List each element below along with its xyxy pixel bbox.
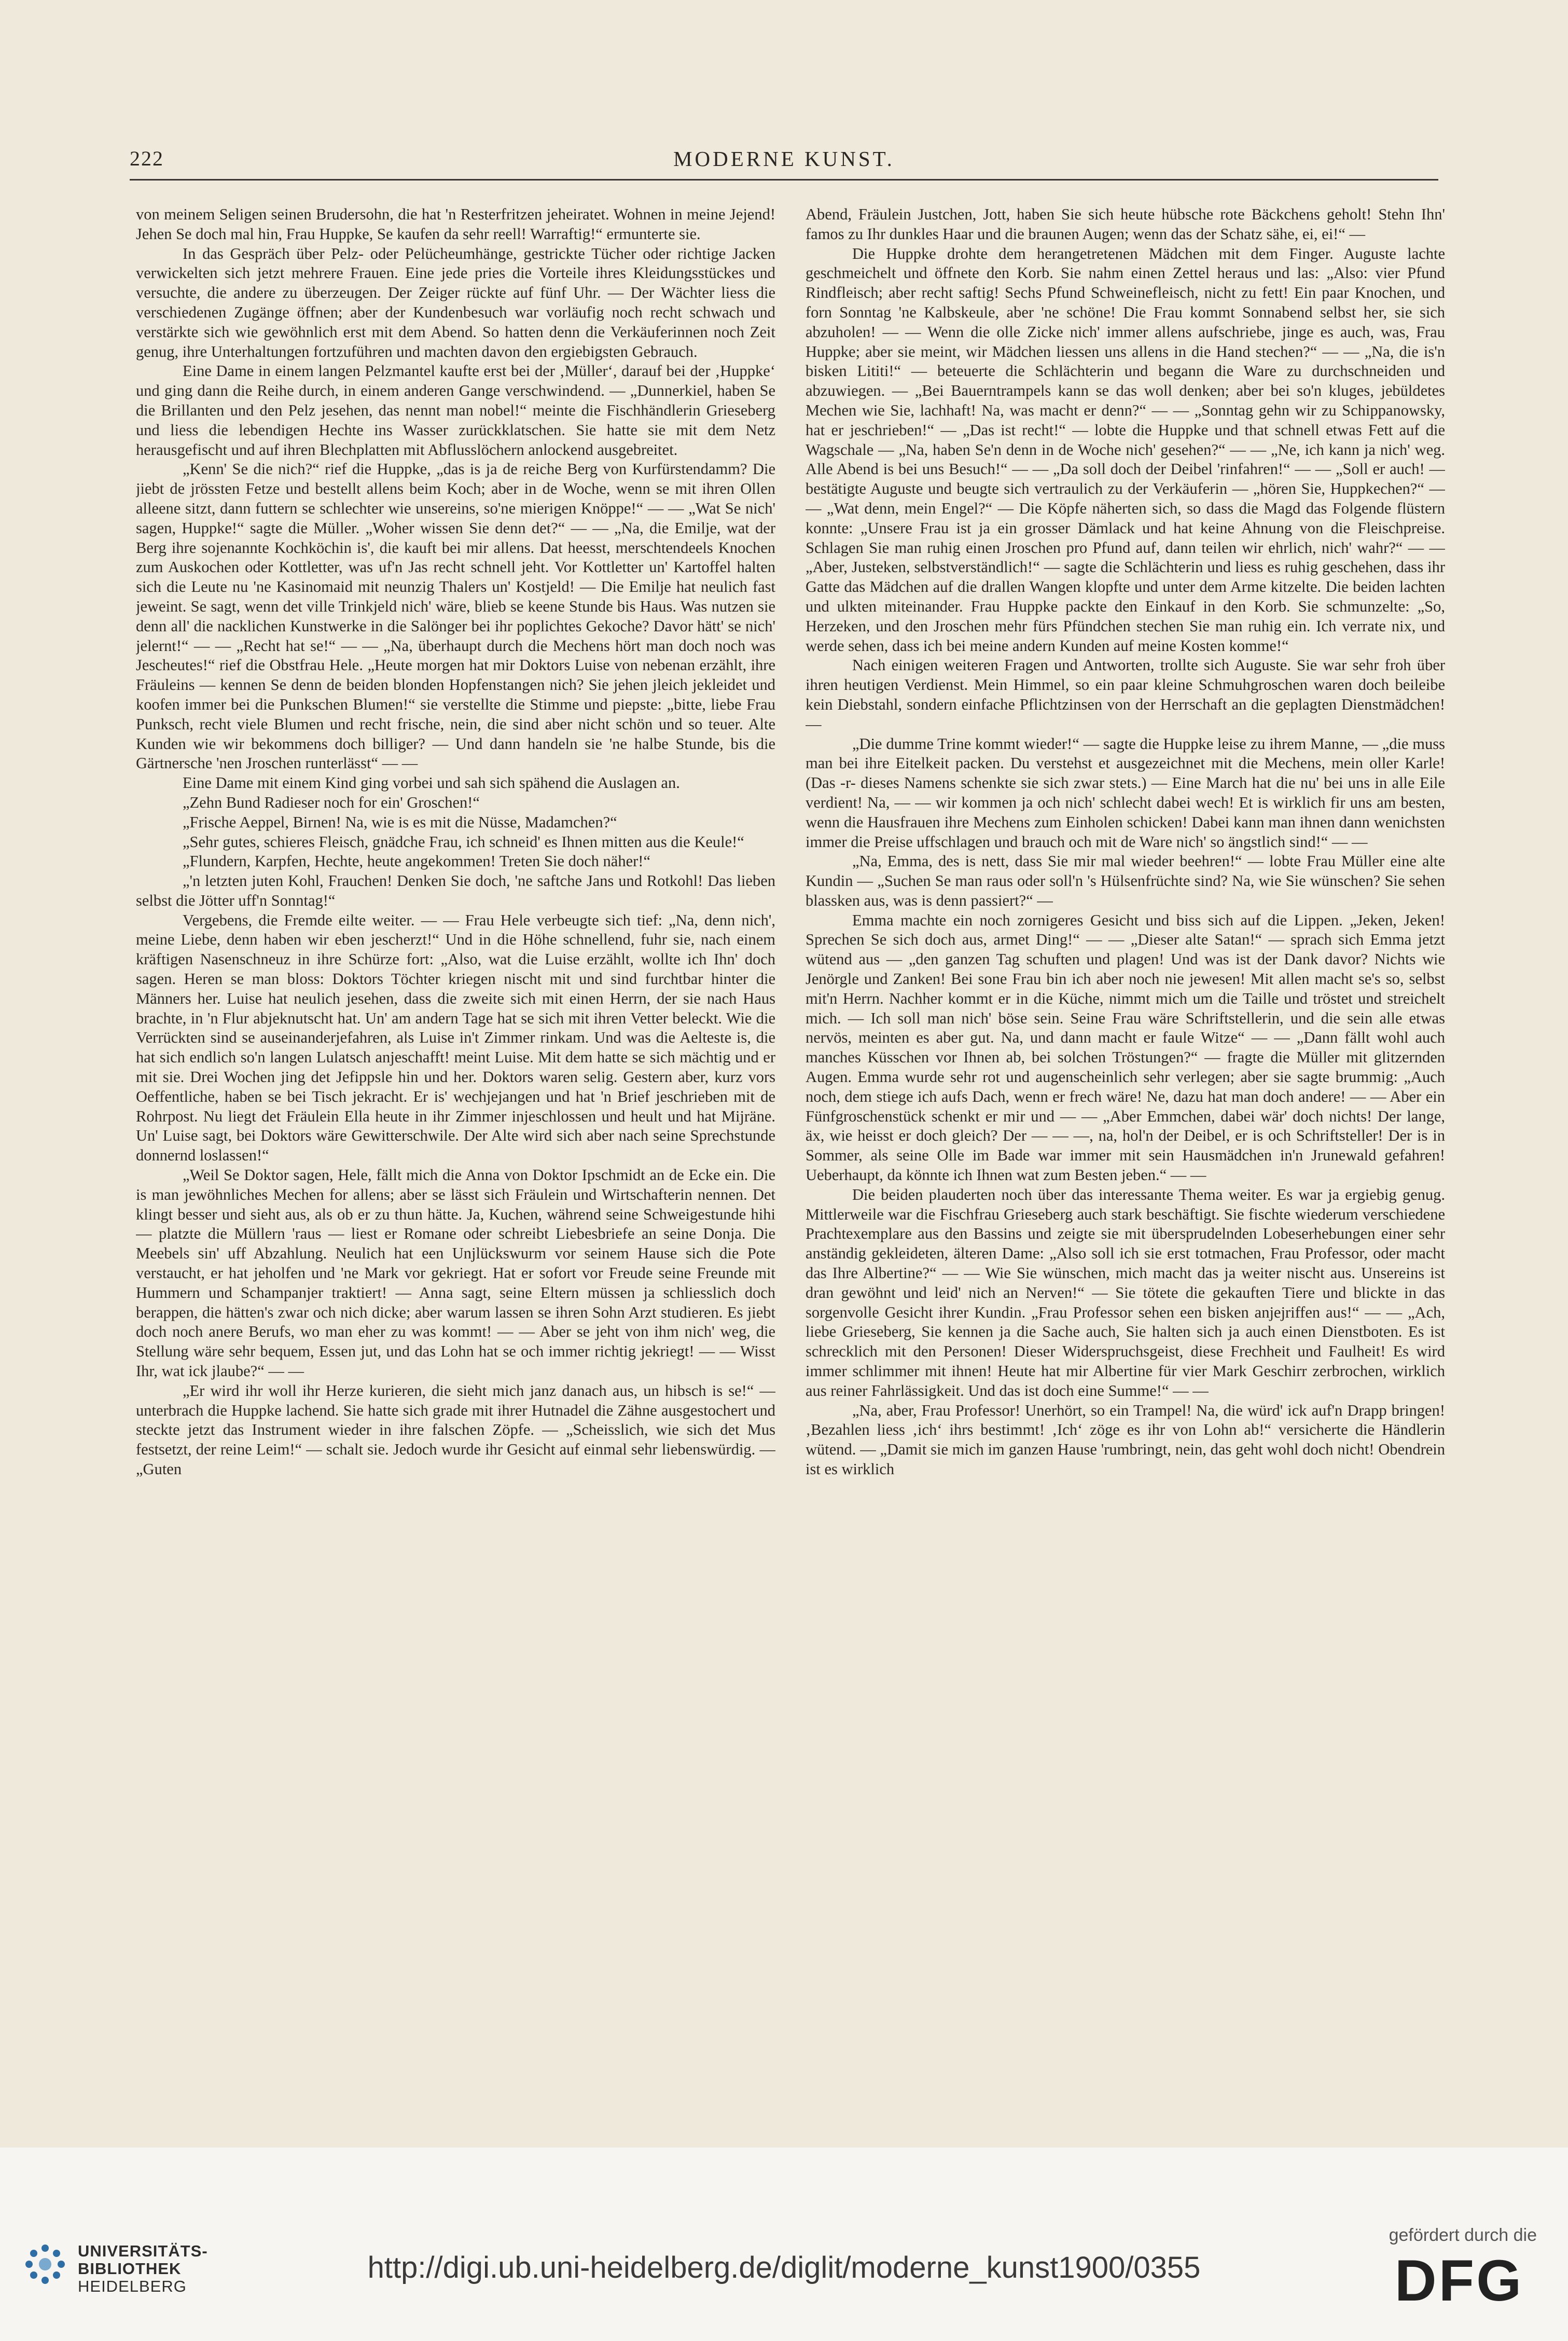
paragraph: Die Huppke drohte dem herangetretenen Mädchen mit dem Finger. Auguste lachte geschmeichelt und öffnete den Korb. Sie nahm einen Zettel heraus und las: „Also: vier Pfund Rindfleisch; aber recht saftig! Sechs Pfund Schweinefleisch, nicht zu fett! Ein paar Knochen, und forn Sonntag 'ne Kalbskeule, aber 'ne schöne! Die Frau kommt Sonnabend selbst her, sie sich abzuholen! — — Wenn die olle Zicke nich' immer allens aufschriebe, jinge es auch, was, Frau Huppke; aber sie meint, wir Mädchen liessen uns allens in die Hand stechen?“ — — „Na, die is'n bisken Lititi!“ — beteuerte die Schlächterin und begann die Ware zu durchschneiden und abzuwiegen. — „Bei Bauerntrampels kann se das woll denken; aber bei so'n kluges, jebüldetes Mechen wie Sie, lachhaft! Na, was macht er denn?“ — — „Sonntag gehn wir zu Schippanowsky, hat er jeschrieben!“ — „Das ist recht!“ — lobte die Huppke und that schnell etwas Fett auf die Wagschale — „Na, haben Se'n denn in de Woche nich' gesehen?“ — — „Ne, ich kann ja nich' weg. Alle Abend is bei uns Besuch!“ — — „Da soll doch der Deibel 'rinfahren!“ — — „Soll er auch! — bestätigte Auguste und beugte sich vertraulich zu der Verkäuferin — „hören Sie, Huppkechen?“ — — „Wat denn, mein Engel?“ — Die Köpfe näherten sich, so dass die Magd das Folgende flüstern konnte: „Unsere Frau ist ja ein grosser Dämlack und hat keine Ahnung von die Fleischpreise. Schlagen Sie man ruhig einen Jroschen pro Pfund auf, dann teilen wir ehrlich, nich' wahr?“ — — „Aber, Justeken, selbstverständlich!“ — sagte die Schlächterin und liess es ruhig geschehen, dass ihr Gatte das Mädchen auf die drallen Wangen klopfte und unter dem Arme kitzelte. Die beiden lachten und ulkten miteinander. Frau Huppke packte den Einkauf in den Korb. Sie schmunzelte: „So, Herzeken, und den Jroschen mehr fürs Pfündchen stechen Sie man ruhig ein. Ich verrate nix, und werde sehen, dass ich bei meine andern Kunden auf meine Kosten komme!“ xyxy=(806,244,1445,655)
paragraph: „Flundern, Karpfen, Hechte, heute angekommen! Treten Sie doch näher!“ xyxy=(183,852,650,870)
paragraph: „Na, aber, Frau Professor! Unerhört, so ein Trampel! Na, die würd' ick auf'n Drapp bringen! ‚Bezahlen liess ‚ich‘ ihrs bestimmt! ‚Ich‘ zöge es ihr von Lohn ab!“ versicherte die Händlerin wütend. — „Damit sie mich im ganzen Hause 'rumbringt, nein, das geht wohl doch nicht! Obendrein ist es wirklich xyxy=(806,1401,1445,1478)
paragraph: „Er wird ihr woll ihr Herze kurieren, die sieht mich janz danach aus, un hibsch is se!“ — unterbrach die Huppke lachend. Sie hatte sich grade mit ihrer Hutnadel die Zähne ausgestochert und steckte jetzt das Instrument wieder in ihre falschen Zöpfe. — „Scheisslich, wie sich det Mus festsetzt, der reine Leim!“ — schalt sie. Jedoch wurde ihr Gesicht auf einmal sehr liebenswürdig. — „Guten xyxy=(136,1381,775,1478)
dfg-logo-icon xyxy=(1381,2251,1537,2308)
paragraph: „Die dumme Trine kommt wieder!“ — sagte die Huppke leise zu ihrem Manne, — „die muss man bei ihre Eitelkeit packen. Du verstehst et ausgezeichnet mit die Mechens, mein oller Karle! (Das -r- dieses Namens schenkte sie sich zwar stets.) — Eine March hat die nu' bei uns in alle Eile verdient! Na, — — wir kommen ja och nich' schlecht dabei wech! Et is wirklich fir uns am besten, wenn die Hausfrauen ihre Mechens zum Einholen schicken! Dabei kann man ihnen dann wenichsten immer die Preise uffschlagen und brauch och mit de Ware nich' so ängstlich sind!“ — — xyxy=(806,735,1445,851)
institution-line-3: HEIDELBERG xyxy=(78,2277,187,2295)
source-url-link[interactable]: http://digi.ub.uni-heidelberg.de/diglit/moderne_kunst1900/0355 xyxy=(367,2251,1201,2284)
svg-text:DFG: DFG xyxy=(1394,2251,1524,2308)
digitization-footer xyxy=(0,2148,1568,2341)
paragraph: „Frische Aeppel, Birnen! Na, wie is es mit die Nüsse, Madamchen?“ xyxy=(183,813,617,831)
paragraph: Abend, Fräulein Justchen, Jott, haben Sie sich heute hübsche rote Bäckchens geholt! Stehn Ihn' famos zu Ihr dunkles Haar und die braunen Augen; wenn das der Schatz sähe, ei, ei!“ — xyxy=(806,205,1445,243)
paragraph: Eine Dame in einem langen Pelzmantel kaufte erst bei der ‚Müller‘, darauf bei der ‚Huppke‘ und ging dann die Reihe durch, in einem anderen Gange verschwindend. — „Dunnerkiel, haben Se die Brillanten und den Pelz jesehen, das nennt man nobel!“ meinte die Fischhändlerin Grieseberg und liess die lebendigen Hechte ins Wasser zurückklatschen. Sie hatte sie mit dem Netz herausgefischt und auf ihren Blechplatten mit Abflusslöchern anlockend ausgebreitet. xyxy=(136,362,775,459)
paragraph: Vergebens, die Fremde eilte weiter. — — Frau Hele verbeugte sich tief: „Na, denn nich', meine Liebe, denn haben wir eben jescherzt!“ Und in die Höhe schnellend, fuhr sie, nach einem kräftigen Nasenschneuz in ihre Schürze fort: „Also, wat die Luise erzählt, wollte ich Ihn' doch sagen. Heren se man bloss: Doktors Töchter kriegen nischt mit und sind furchtbar hinter die Männers her. Luise hat neulich jesehen, dass die zweite sich mit einen Herrn, der sie nach Haus brachte, in 'n Flur abjeknutscht hat. Un' am andern Tage hat se sich mit ihren Vetter beleckt. Wie die Verrückten sind se auseinanderjefahren, als Luise in't Zimmer rinkam. Und was die Aelteste is, die hat sich endlich so'n langen Lulatsch anjeschafft! meint Luise. Mit dem hatte se sich mächtig und er mit sie. Drei Wochen jing det Jefippsle hin und her. Doktors waren selig. Gestern aber, kurz vors Oeffentliche, haben se bei Tisch jekracht. Er is' wechjejangen und hat 'n Brief jeschrieben mit de Rohrpost. Nu liegt det Fräulein Ella heute in ihr Zimmer injeschlossen und heult und hat Mijräne. Un' Luise sagt, bei Doktors wäre Gewitterschwile. Der Alte wird sich aber nach seine Sprechstunde donnernd loslassen!“ xyxy=(136,911,775,1165)
left-column xyxy=(136,205,775,1997)
journal-title: MODERNE KUNST. xyxy=(673,147,895,171)
paragraph: „Kenn' Se die nich?“ rief die Huppke, „das is ja de reiche Berg von Kurfürstendamm? Die jiebt de jrössten Fetze und bestellt allens beim Koch; aber in de Woche, wenn se mit ihren Ollen alleene sitzt, dann futtern se schlechter wie unsereins, so'ne mierigen Knöppe!“ — — „Wat Se nich' sagen, Huppke!“ sagte die Müller. „Woher wissen Sie denn det?“ — — „Na, die Emilje, wat der Berg ihre sojenannte Kochköchin is', die kauft bei mir allens. Dat heesst, merschtendeels Knochen zum Auskochen oder Kottletter, was uf'n Jas recht schnell jeht. Vor Kottletter un' Kartoffel halten sich die Leute nu 'ne Kasinomaid mit neunzig Thalers un' Kostjeld! — Die Emilje hat neulich fast jeweint. Se sagt, wenn det ville Trinkjeld nich' wäre, blieb se keene Stunde bis Haus. Was nutzen sie denn all' die nacklichen Kunstwerke in die Salönger bei ihr poplichtes Gekoche? Davor hätt' se nich' jelernt!“ — — „Recht hat se!“ — — „Na, überhaupt durch die Mechens hört man doch noch was Jescheutes!“ rief die Obstfrau Hele. „Heute morgen hat mir Doktors Luise von nebenan erzählt, ihre Fräuleins — kennen Se denn de beiden blonden Hopfenstangen nich? Sie jehen jleich jekleidet und koofen immer bei die Punkschen Blumen!“ sie verstellte die Stimme und piepste: „bitte, liebe Frau Punksch, recht viele Blumen und recht frische, nein, die sind aber nicht schön und so teuer. Alte Kunden wie wir bekommens doch billiger? — Und dann handeln sie 'ne halbe Stunde, bis die Gärtnersche 'nen Jroschen runterlässt“ — — xyxy=(136,460,775,772)
running-head xyxy=(130,146,1438,177)
paragraph: Eine Dame mit einem Kind ging vorbei und sah sich spähend die Auslagen an. xyxy=(183,774,680,792)
institution-line-1: UNIVERSITÄTS- xyxy=(78,2242,208,2260)
paragraph: Die beiden plauderten noch über das interessante Thema weiter. Es war ja ergiebig genug. Mittlerweile war die Fischfrau Grieseberg auch stark beschäftigt. Sie fischte wiederum verschiedene Prachtexemplare aus den Bassins und zeigte sie mit übersprudelnden Lobeserhebungen einer sehr anständig gekleideten, älteren Dame: „Also soll ich sie erst totmachen, Frau Professor, oder macht das Ihre Albertine?“ — — Wie Sie wünschen, mich macht das ja weiter nischt aus. Unsereins ist dran gewöhnt und leid' nich an Nerven!“ — Sie tötete die gekauften Tiere und blickte in das sorgenvolle Gesicht ihrer Kundin. „Frau Professor sehen een bisken anjejriffen aus!“ — — „Ach, liebe Grieseberg, Sie kennen ja die Sache auch, Sie halten sich ja auch einen Dienstboten. Es ist schrecklich mit den Personen! Dieser Widerspruchsgeist, diese Frechheit und Faulheit! Es wird immer schlimmer mit ihnen! Heute hat mir Albertine für vier Mark Geschirr zerbrochen, wirklich aus reiner Fahrlässigkeit. Und das ist doch eine Summe!“ — — xyxy=(806,1185,1445,1400)
institution-line-2: BIBLIOTHEK xyxy=(78,2260,182,2278)
funding-note: gefördert durch die xyxy=(1389,2225,1537,2245)
header-rule xyxy=(130,179,1438,181)
paragraph: „Weil Se Doktor sagen, Hele, fällt mich die Anna von Doktor Ipschmidt an de Ecke ein. Die is man jewöhnliches Mechen for allens; aber se lässt sich Fräulein und Wirtschafterin nennen. Det klingt besser und sieht aus, als ob er zu thun hätte. Ja, Kuchen, während seine Schweigestunde hihi — platzte die Müllern 'raus — liest er Romane oder schreibt Liebesbriefe an seine Donja. Die Meebels sin' uff Abzahlung. Neulich hat een Unjlückswurm vor seinem Hause sich die Pote verstaucht, er hat jeholfen und 'ne Mark vor gekriegt. Hat er sofort vor Freude seine Freunde mit Hummern und Schampanjer traktiert! — Anna sagt, seine Eltern müssen ja schliesslich doch berappen, die hätten's zwar och nich dicke; aber warum lassen se ihren Sohn Arzt studieren. Es jiebt doch noch anere Berufs, wo man eher zu was kommt! — — Aber se jeht von ihm nich' weg, die Stellung wäre sehr bequem, Essen jut, und das Lohn hat se och immer richtig jekriegt! — — Wisst Ihr, wat ick jlaube?“ — — xyxy=(136,1166,775,1380)
page-number: 222 xyxy=(130,147,164,170)
right-column xyxy=(806,205,1445,1997)
paragraph: Emma machte ein noch zornigeres Gesicht und biss sich auf die Lippen. „Jeken, Jeken! Sprechen Se sich doch aus, armet Ding!“ — — „Dieser alte Satan!“ — sprach sich Emma jetzt wütend aus — „den ganzen Tag schuften und plagen! Und was ist der Dank davor? Nichts wie Jenörgle und Zanken! Bei sone Frau bin ich aber noch nie jewesen! Mit allen macht se's so, selbst mit'n Herrn. Nachher kommt er in die Küche, nimmt mich um die Taille und tröstet und streichelt mich. — Ich soll man nich' böse sein. Seine Frau wäre Schriftstellerin, und die sein alle etwas nervös, meinten es aber gut. Na, und dann macht er faule Witze“ — — „Dann fällt wohl auch manches Küsschen vor Ihnen ab, bei solchen Tröstungen?“ — fragte die Müller mit glitzernden Augen. Emma wurde sehr rot und augenscheinlich sehr verlegen; aber sie sagte brummig: „Auch noch, dem stiege ich aufs Dach, wenn er frech wäre! Ne, dazu hat man doch andere! — — Aber ein Fünfgroschenstück schenkt er mir und — — „Aber Emmchen, dabei wär' doch nichts! Der lange, äx, wie heisst er doch gleich? Der — — —, na, hol'n der Deibel, er is och Schriftsteller! Der is in Sommer, als seine Olle im Bade war immer mit sein Hausmädchen in'n Jrunewald gefahren! Ueberhaupt, da könnte ich Ihnen wat zum Besten jeben.“ — — xyxy=(806,911,1445,1184)
paragraph: „'n letzten juten Kohl, Frauchen! Denken Sie doch, 'ne saftche Jans und Rotkohl! Das lieben selbst die Jötter uff'n Sonntag!“ xyxy=(136,872,775,909)
paragraph: von meinem Seligen seinen Brudersohn, die hat 'n Resterfritzen jeheiratet. Wohnen in meine Jejend! Jehen Se doch mal hin, Frau Huppke, Se kaufen da sehr reell! Warraftig!“ ermunterte sie. xyxy=(136,205,775,243)
paragraph: „Sehr gutes, schieres Fleisch, gnädche Frau, ich schneid' es Ihnen mitten aus die Keule!“ xyxy=(183,833,744,851)
paragraph: „Na, Emma, des is nett, dass Sie mir mal wieder beehren!“ — lobte Frau Müller eine alte Kundin — „Suchen Se man raus oder soll'n 's Hülsenfrüchte sind? Na, wie Sie wünschen? Sie sehen blassken aus, was is denn passiert?“ — xyxy=(806,852,1445,909)
paragraph: „Zehn Bund Radieser noch for ein' Groschen!“ xyxy=(183,793,480,811)
paragraph: Nach einigen weiteren Fragen und Antworten, trollte sich Auguste. Sie war sehr froh über ihren heutigen Verdienst. Mein Himmel, so ein paar kleine Schmuhgroschen waren doch beileibe kein Diebstahl, sondern einfache Pflichtzinsen von der Herrschaft an die geplagten Dienstmädchen! — xyxy=(806,656,1445,733)
paragraph: In das Gespräch über Pelz- oder Pelücheumhänge, gestrickte Tücher oder richtige Jacken verwickelten sich jetzt mehrere Frauen. Eine jede pries die Vorteile ihres Kleidungsstückes und versuchte, die andere zu überzeugen. Der Zeiger rückte auf fünf Uhr. — Der Wächter liess die verschiedenen Zugänge öffnen; aber der Kundenbesuch war vorläufig noch recht schwach und verstärkte sich wie gewöhnlich erst mit dem Abend. So hatten denn die Verkäuferinnen noch Zeit genug, ihre Unterhaltungen fortzuführen und machten davon den ergiebigsten Gebrauch. xyxy=(136,244,775,361)
